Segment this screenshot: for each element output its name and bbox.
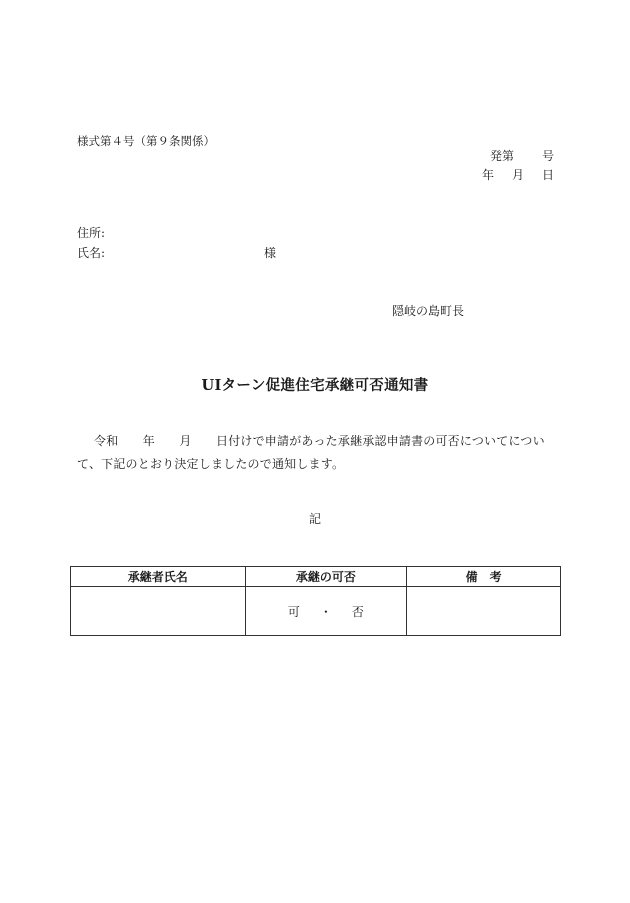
header-approval: 承継の可否 (245, 567, 407, 587)
document-title: UIターン促進住宅承継可否通知書 (201, 377, 429, 394)
date-month: 月 (512, 168, 525, 182)
address-label: 住所: (77, 226, 106, 240)
issue-number-prefix: 発第 (490, 149, 515, 163)
ki-heading: 記 (308, 512, 321, 526)
issue-number (490, 147, 554, 164)
table-header-row (71, 567, 561, 587)
body-line-1: 令和 年 月 日付けで申請があった承継承認申請書の可否についてについ (94, 434, 545, 448)
cell-approval (245, 587, 407, 636)
result-table (70, 566, 561, 636)
date-year: 年 (482, 168, 495, 182)
approval-hi: 否 (351, 604, 364, 619)
table-row (71, 587, 561, 636)
issue-date (482, 166, 554, 183)
header-remarks: 備 考 (407, 567, 561, 587)
date-day: 日 (542, 168, 555, 182)
approval-ka: 可 (287, 604, 300, 619)
approval-separator: ・ (319, 604, 332, 619)
header-successor-name: 承継者氏名 (71, 567, 246, 587)
issue-number-suffix: 号 (542, 149, 555, 163)
body-line-2: て、下記のとおり決定しましたので通知します。 (77, 457, 345, 471)
cell-remarks (407, 587, 561, 636)
honorific: 様 (264, 246, 277, 260)
form-number: 様式第４号（第９条関係） (77, 134, 215, 148)
cell-successor-name (71, 587, 246, 636)
name-label: 氏名: (77, 246, 106, 260)
issuer: 隠岐の島町長 (392, 304, 465, 318)
